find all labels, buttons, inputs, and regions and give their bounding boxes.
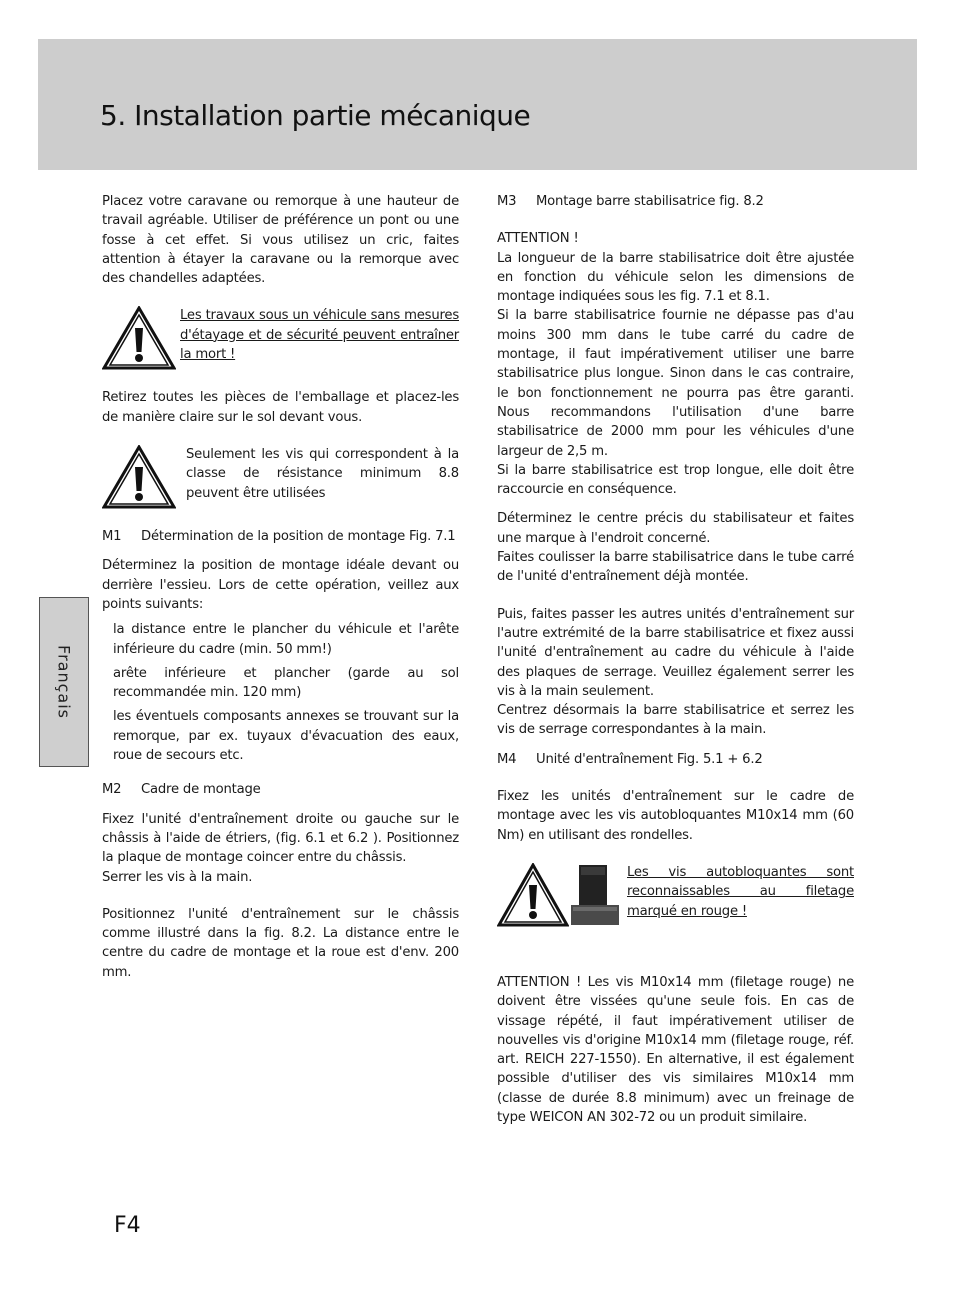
section-code: M3 — [497, 194, 517, 209]
page-number: F4 — [114, 1213, 141, 1238]
m3-paragraph-1: La longueur de la barre stabilisatrice doit être ajustée en fonction du véhicule selon les dimensions de montage indiquées sous les fig. 7.1 et 8.1. — [497, 250, 854, 305]
list-item: les éventuels composants annexes se trouvant sur la remorque, par ex. tuyaux d'évacuation des eaux, roue de secours etc. — [113, 709, 459, 764]
self-locking-screw-icon — [571, 863, 619, 927]
header-band — [38, 39, 917, 170]
section-title: Montage barre stabilisatrice fig. 8.2 — [536, 194, 764, 209]
warning-text-2: Seulement les vis qui correspondent à la classe de résistance minimum 8.8 peuvent être utilisées — [186, 447, 459, 501]
m3-paragraph-3: Si la barre stabilisatrice est trop longue, elle doit être raccourcie en conséquence. — [497, 462, 854, 498]
m2-paragraph-3: Positionnez l'unité d'entraînement sur le châssis comme illustré dans la fig. 8.2. La distance entre le centre du cadre de montage et la roue est d'env. 200 mm. — [102, 906, 459, 980]
language-tab-label: Français — [54, 645, 74, 719]
warning-text-1: Les travaux sous un véhicule sans mesures d'étayage et de sécurité peuvent entraîner la mort ! — [180, 308, 459, 363]
section-m3-heading — [497, 192, 854, 211]
left-column — [102, 192, 459, 982]
section-title: Unité d'entraînement Fig. 5.1 + 6.2 — [536, 751, 763, 767]
m3-paragraph-4: Déterminez le centre précis du stabilisateur et faites une marque à l'endroit concerné. — [497, 511, 854, 546]
m2-paragraph-1: Fixez l'unité d'entraînement droite ou gauche sur le châssis à l'aide de étriers, (fig. 6.1 et 6.2 ). Positionnez la plaque de montage coincer entre du châssis. — [102, 811, 459, 866]
section-code: M1 — [102, 529, 122, 545]
language-tab — [39, 597, 89, 767]
warning-block-3 — [497, 863, 854, 927]
m3-paragraph-7: Centrez désormais la barre stabilisatrice et serrez les vis de serrage correspondantes à la main. — [497, 703, 854, 738]
list-item: arête inférieure et plancher (garde au sol recommandée min. 120 mm) — [113, 665, 459, 701]
section-title: Cadre de montage — [141, 782, 261, 798]
warning-triangle-icon — [102, 445, 176, 509]
warning-text-3: Les vis autobloquantes sont reconnaissables au filetage marqué en rouge ! — [627, 864, 854, 919]
m1-paragraph: Déterminez la position de montage idéale devant ou derrière l'essieu. Lors de cette opération, veillez aux points suivants: — [102, 558, 459, 612]
m3-paragraph-6: Puis, faites passer les autres unités d'entraînement sur l'autre extrémité de la barre stabilisatrice et fixez aussi l'unité d'entraînement au cadre du véhicule à l'aide des plaques de serrage. Veuillez également serrer les vis à la main seulement. — [497, 606, 854, 699]
final-attention-paragraph: ATTENTION ! Les vis M10x14 mm (filetage rouge) ne doivent être vissées qu'une seule fois. En cas de vissage répété, il faut impérativement utiliser de nouvelles vis d'origine M10x14 mm (filetage rouge, réf. art. REICH 227-1550). En alternative, il est également possible d'utiliser des vis similaires M10x14 mm (classe de durée 8.8 minimum) avec un freinage de type WEICON AN 302-72 ou un produit similaire. — [497, 974, 854, 1125]
warning-block-1 — [102, 306, 459, 370]
section-m4-heading — [497, 750, 854, 769]
section-title: Détermination de la position de montage Fig. 7.1 — [141, 529, 456, 545]
unpack-paragraph: Retirez toutes les pièces de l'emballage et placez-les de manière claire sur le sol devant vous. — [102, 390, 459, 425]
m2-paragraph-2: Serrer les vis à la main. — [102, 869, 253, 885]
page-title: 5. Installation partie mécanique — [100, 99, 531, 132]
warning-block-2 — [102, 445, 459, 509]
section-code: M4 — [497, 751, 517, 767]
attention-label: ATTENTION ! — [497, 231, 579, 247]
section-m1-heading — [102, 527, 459, 546]
warning-triangle-icon — [497, 863, 569, 927]
m4-paragraph: Fixez les unités d'entraînement sur le cadre de montage avec les vis autobloquantes M10x14 mm (60 Nm) en utilisant des rondelles. — [497, 789, 854, 843]
m1-bullet-list — [113, 620, 459, 765]
section-m2-heading — [102, 780, 459, 799]
right-column — [497, 192, 854, 1127]
m3-paragraph-2: Si la barre stabilisatrice fournie ne dépasse pas d'au moins 300 mm dans le tube carré du cadre de montage, il faut impérativement utiliser une barre stabilisatrice plus longue. Sinon dans le cas contraire, le bon fonctionnement ne pourra pas être garanti. Nous recommandons l'utilisation d'une barre stabilisatrice de 2000 mm pour les véhicules d'une largeur de 2,5 m. — [497, 308, 854, 459]
m3-paragraph-5: Faites coulisser la barre stabilisatrice dans le tube carré de l'unité d'entraînement déjà montée. — [497, 550, 854, 585]
section-code: M2 — [102, 782, 122, 798]
list-item: la distance entre le plancher du véhicule et l'arête inférieure du cadre (min. 50 mm!) — [113, 622, 459, 657]
intro-paragraph: Placez votre caravane ou remorque à une hauteur de travail agréable. Utiliser de préférence un pont ou une fosse à cet effet. Si vous utilisez un cric, faites attention à étayer la caravane ou la remorque avec des chandelles adaptées. — [102, 194, 459, 287]
warning-triangle-icon — [102, 306, 176, 370]
